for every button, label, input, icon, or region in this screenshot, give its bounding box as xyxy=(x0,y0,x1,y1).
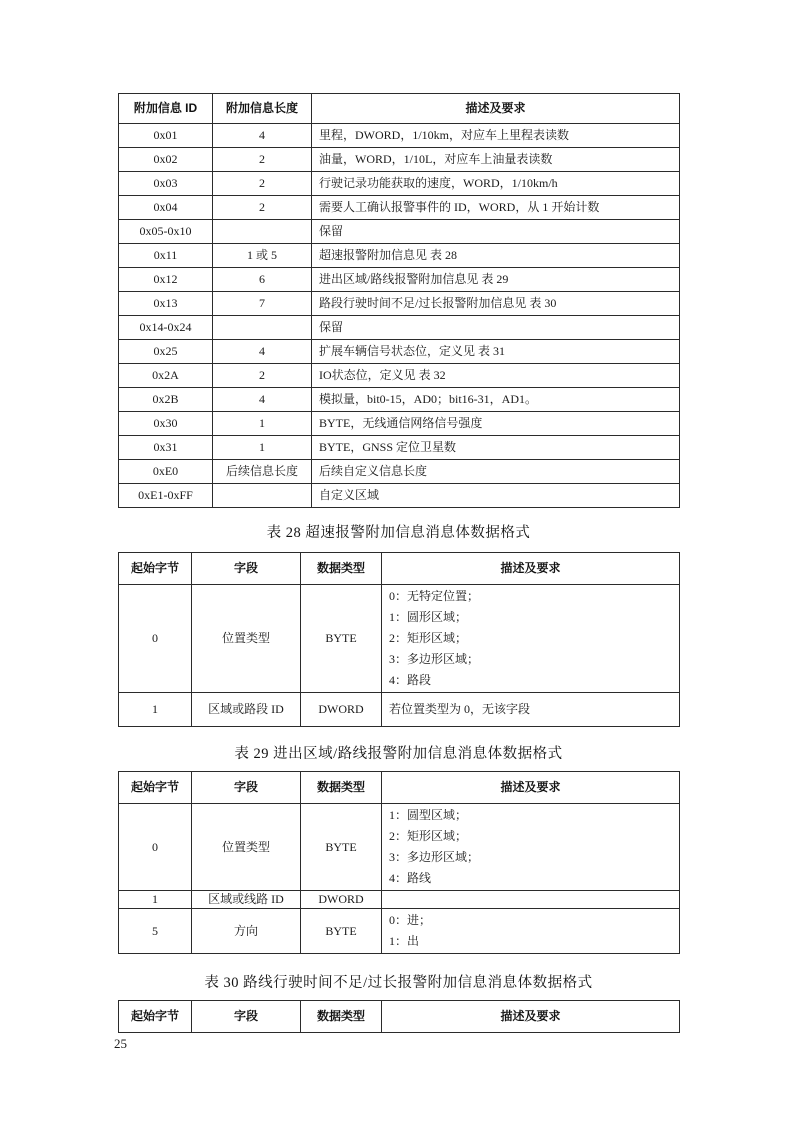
table-30-title: 表 30 路线行驶时间不足/过长报警附加信息消息体数据格式 xyxy=(204,975,593,991)
table-cell: 0x03 xyxy=(119,172,213,196)
table-cell: 扩展车辆信号状态位，定义见 表 31 xyxy=(312,340,680,364)
table-cell: 模拟量，bit0-15，AD0；bit16-31，AD1。 xyxy=(312,388,680,412)
description-line: 1：出 xyxy=(389,934,420,948)
description-line: 0：进； xyxy=(389,913,432,927)
description-line: 3：多边形区域； xyxy=(389,652,480,666)
column-header-start-byte: 起始字节 xyxy=(119,553,192,585)
column-header-data-type: 数据类型 xyxy=(301,553,382,585)
description-line: 3：多边形区域； xyxy=(389,850,480,864)
table-cell: 0x02 xyxy=(119,148,213,172)
column-header-field: 字段 xyxy=(192,772,301,804)
table-cell: 后续自定义信息长度 xyxy=(312,460,680,484)
table-row xyxy=(119,804,680,891)
table-cell xyxy=(382,891,680,909)
table-row xyxy=(119,196,680,220)
column-header-start-byte: 起始字节 xyxy=(119,1001,192,1033)
table-cell: 超速报警附加信息见 表 28 xyxy=(312,244,680,268)
table-cell: 4 xyxy=(213,340,312,364)
table-row xyxy=(119,364,680,388)
table-cell: BYTE，无线通信网络信号强度 xyxy=(312,412,680,436)
table-cell: 2 xyxy=(213,172,312,196)
table-cell: 0x04 xyxy=(119,196,213,220)
table-row xyxy=(119,388,680,412)
table-cell: 油量，WORD，1/10L，对应车上油量表读数 xyxy=(312,148,680,172)
table-cell: 0x2B xyxy=(119,388,213,412)
column-header-data-type: 数据类型 xyxy=(301,772,382,804)
table-row xyxy=(119,436,680,460)
table-row xyxy=(119,484,680,508)
column-header-description: 描述及要求 xyxy=(382,772,680,804)
table-row xyxy=(119,412,680,436)
description-line: 2：矩形区域； xyxy=(389,829,468,843)
table-cell: DWORD xyxy=(301,693,382,727)
table-row xyxy=(119,292,680,316)
table-cell: 7 xyxy=(213,292,312,316)
table-cell xyxy=(213,316,312,340)
table-cell: 0x11 xyxy=(119,244,213,268)
column-header-info-length: 附加信息长度 xyxy=(213,94,312,124)
table-cell: 0 xyxy=(119,585,192,693)
table-cell xyxy=(382,693,680,727)
table-cell: 1 或 5 xyxy=(213,244,312,268)
table-cell: 0x30 xyxy=(119,412,213,436)
table-cell: 位置类型 xyxy=(192,585,301,693)
table-29-title: 表 29 进出区域/路线报警附加信息消息体数据格式 xyxy=(234,746,563,762)
table-cell: 4 xyxy=(213,388,312,412)
table-cell: IO状态位，定义见 表 32 xyxy=(312,364,680,388)
table-cell: 区域或线路 ID xyxy=(192,891,301,909)
description-line: 1：圆形区域； xyxy=(389,610,468,624)
page-content xyxy=(118,93,679,1033)
table-28 xyxy=(118,552,680,727)
table-cell xyxy=(382,909,680,954)
table-header-row xyxy=(119,772,680,804)
description-line: 4：路线 xyxy=(389,871,432,885)
table-cell: 0x2A xyxy=(119,364,213,388)
table-row xyxy=(119,268,680,292)
table-cell: 保留 xyxy=(312,220,680,244)
table-cell: 0x14-0x24 xyxy=(119,316,213,340)
table-cell: 0x01 xyxy=(119,124,213,148)
table-cell: 0xE1-0xFF xyxy=(119,484,213,508)
table-row xyxy=(119,909,680,954)
table-cell: 进出区域/路线报警附加信息见 表 29 xyxy=(312,268,680,292)
table-row xyxy=(119,316,680,340)
column-header-data-type: 数据类型 xyxy=(301,1001,382,1033)
table-cell: 6 xyxy=(213,268,312,292)
table-30 xyxy=(118,1000,680,1033)
table-cell xyxy=(382,585,680,693)
table-row xyxy=(119,340,680,364)
table-row xyxy=(119,172,680,196)
table-cell: 0 xyxy=(119,804,192,891)
column-header-description: 描述及要求 xyxy=(312,94,680,124)
table-cell: 1 xyxy=(213,436,312,460)
table-cell: BYTE xyxy=(301,804,382,891)
table-row xyxy=(119,460,680,484)
table-cell: BYTE xyxy=(301,909,382,954)
page-number: 25 xyxy=(114,1036,127,1051)
description-line: 1：圆型区域； xyxy=(389,808,468,822)
description-line: 若位置类型为 0，无该字段 xyxy=(389,702,531,716)
table-cell xyxy=(213,484,312,508)
table-29 xyxy=(118,771,680,954)
table-row xyxy=(119,693,680,727)
table-cell: 1 xyxy=(119,891,192,909)
table-cell: 0x05-0x10 xyxy=(119,220,213,244)
table-cell: 需要人工确认报警事件的 ID，WORD，从 1 开始计数 xyxy=(312,196,680,220)
table-row xyxy=(119,585,680,693)
additional-info-table xyxy=(118,93,680,508)
table-header-row xyxy=(119,94,680,124)
table-cell: 行驶记录功能获取的速度，WORD，1/10km/h xyxy=(312,172,680,196)
column-header-description: 描述及要求 xyxy=(382,1001,680,1033)
table-cell: 1 xyxy=(213,412,312,436)
table-cell: BYTE，GNSS 定位卫星数 xyxy=(312,436,680,460)
table-cell: 里程，DWORD，1/10km，对应车上里程表读数 xyxy=(312,124,680,148)
table-cell xyxy=(382,804,680,891)
table-cell: 1 xyxy=(119,693,192,727)
table-cell: 保留 xyxy=(312,316,680,340)
table-cell: DWORD xyxy=(301,891,382,909)
table-cell: 区域或路段 ID xyxy=(192,693,301,727)
table-cell: 4 xyxy=(213,124,312,148)
column-header-start-byte: 起始字节 xyxy=(119,772,192,804)
table-row xyxy=(119,220,680,244)
table-row xyxy=(119,148,680,172)
table-header-row xyxy=(119,1001,680,1033)
table-cell: 0xE0 xyxy=(119,460,213,484)
table-cell: BYTE xyxy=(301,585,382,693)
table-row xyxy=(119,124,680,148)
table-cell: 2 xyxy=(213,148,312,172)
column-header-info-id: 附加信息 ID xyxy=(119,94,213,124)
table-cell: 2 xyxy=(213,196,312,220)
table-cell: 0x12 xyxy=(119,268,213,292)
table-cell: 方向 xyxy=(192,909,301,954)
table-cell: 路段行驶时间不足/过长报警附加信息见 表 30 xyxy=(312,292,680,316)
table-28-title: 表 28 超速报警附加信息消息体数据格式 xyxy=(266,525,531,541)
table-cell: 2 xyxy=(213,364,312,388)
column-header-description: 描述及要求 xyxy=(382,553,680,585)
table-cell: 0x31 xyxy=(119,436,213,460)
table-cell: 0x13 xyxy=(119,292,213,316)
table-cell: 5 xyxy=(119,909,192,954)
table-row xyxy=(119,891,680,909)
table-cell: 后续信息长度 xyxy=(213,460,312,484)
table-cell: 0x25 xyxy=(119,340,213,364)
description-line: 0：无特定位置； xyxy=(389,589,480,603)
table-cell: 自定义区域 xyxy=(312,484,680,508)
description-line: 4：路段 xyxy=(389,673,432,687)
column-header-field: 字段 xyxy=(192,553,301,585)
column-header-field: 字段 xyxy=(192,1001,301,1033)
table-header-row xyxy=(119,553,680,585)
table-cell: 位置类型 xyxy=(192,804,301,891)
description-line: 2：矩形区域； xyxy=(389,631,468,645)
table-cell xyxy=(213,220,312,244)
table-row xyxy=(119,244,680,268)
